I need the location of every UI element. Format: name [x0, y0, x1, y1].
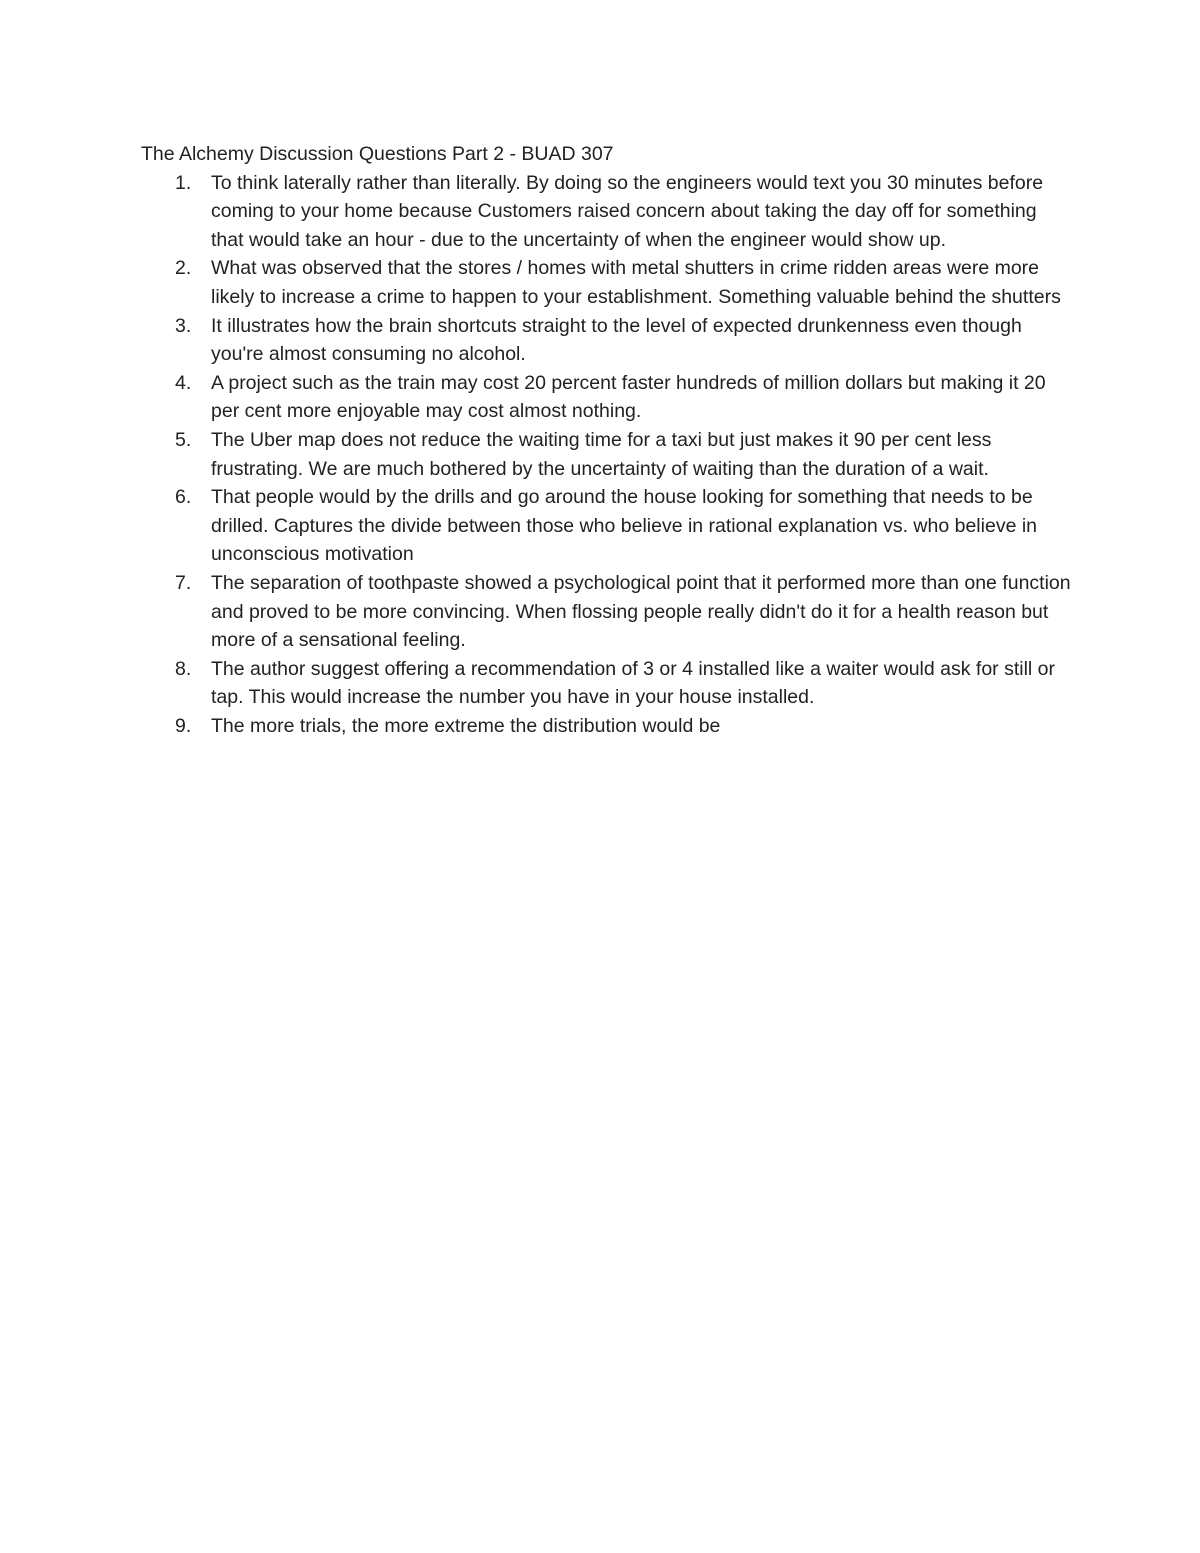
- answer-number: 9.: [175, 714, 192, 737]
- answer-item-6: [141, 483, 1071, 569]
- answer-item-5: [141, 426, 1071, 483]
- answer-number: 6.: [175, 486, 192, 509]
- answer-item-3: [141, 312, 1071, 369]
- document-title: The Alchemy Discussion Questions Part 2 - BUAD 307: [141, 143, 614, 165]
- answer-number: 5.: [175, 428, 192, 451]
- answer-number: 4.: [175, 371, 192, 394]
- answer-item-4: [141, 369, 1071, 426]
- answer-text: The author suggest offering a recommendation of 3 or 4 installed like a waiter would ask for still or tap. This would increase the number you have in your house installed.: [211, 657, 1055, 709]
- answer-text: It illustrates how the brain shortcuts straight to the level of expected drunkenness even though you're almost consuming no alcohol.: [211, 314, 1022, 366]
- answer-item-9: [141, 712, 1071, 741]
- answer-number: 1.: [175, 171, 192, 194]
- answer-text: To think laterally rather than literally. By doing so the engineers would text you 30 minutes before coming to your home because Customers raised concern about taking the day off for something that would take an hour - due to the uncertainty of when the engineer would show up.: [211, 171, 1044, 251]
- document-body: [141, 140, 1071, 740]
- answer-list: [141, 169, 1071, 741]
- answer-number: 7.: [175, 571, 192, 594]
- answer-text: What was observed that the stores / homes with metal shutters in crime ridden areas were more likely to increase a crime to happen to your establishment. Something valuable behind the shutters: [211, 257, 1061, 308]
- answer-item-8: [141, 655, 1071, 712]
- answer-item-1: [141, 169, 1071, 255]
- answer-number: 8.: [175, 657, 192, 680]
- answer-text: The more trials, the more extreme the distribution would be: [211, 714, 721, 737]
- answer-text: A project such as the train may cost 20 percent faster hundreds of million dollars but making it 20 per cent more enjoyable may cost almost nothing.: [211, 371, 1046, 423]
- answer-item-2: [141, 254, 1071, 311]
- answer-item-7: [141, 569, 1071, 655]
- answer-text: That people would by the drills and go around the house looking for something that needs to be drilled. Captures the divide between those who believe in rational explanation vs. who believe in unconscious motivation: [211, 486, 1038, 566]
- answer-text: The separation of toothpaste showed a psychological point that it performed more than one function and proved to be more convincing. When flossing people really didn't do it for a health reason but more of a sensational feeling.: [211, 571, 1071, 652]
- answer-number: 3.: [175, 314, 192, 337]
- answer-number: 2.: [175, 257, 192, 280]
- answer-text: The Uber map does not reduce the waiting time for a taxi but just makes it 90 per cent less frustrating. We are much bothered by the uncertainty of waiting than the duration of a wait.: [211, 428, 992, 480]
